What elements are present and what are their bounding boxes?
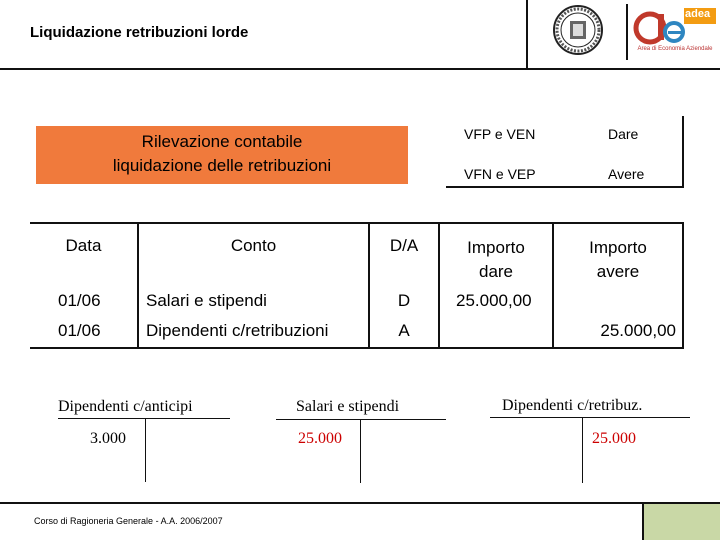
table-divider-5 — [682, 222, 684, 349]
header-importo-avere-1: Importo — [589, 238, 647, 257]
t-account-3-right-value: 25.000 — [592, 430, 636, 447]
orange-title-line-1: Rilevazione contabile — [141, 132, 303, 151]
header-importo-dare-1: Importo — [467, 238, 525, 257]
page-title: Liquidazione retribuzioni lorde — [30, 24, 249, 41]
row-1-data: 01/06 — [58, 291, 101, 310]
t-account-3-vline — [582, 417, 583, 483]
t-account-2-hline — [276, 419, 446, 420]
legend-right-2: Avere — [608, 166, 645, 182]
t-account-1-title: Dipendenti c/anticipi — [58, 398, 193, 415]
logo-text: adea — [685, 8, 711, 20]
legend-left-1: VFP e VEN — [464, 126, 536, 142]
t-account-3-hline — [490, 417, 690, 418]
footer-green-block — [644, 502, 720, 540]
table-top-rule — [30, 222, 684, 224]
orange-title-line-2: liquidazione delle retribuzioni — [112, 156, 332, 175]
row-2-data: 01/06 — [58, 321, 101, 340]
t-account-1-hline — [58, 418, 230, 419]
t-account-2-vline — [360, 419, 361, 483]
t-account-2-left-value: 25.000 — [298, 430, 342, 447]
row-1-da: D — [397, 291, 411, 310]
footer-text: Corso di Ragioneria Generale - A.A. 2006/2007 — [34, 516, 223, 526]
row-1-dare: 25.000,00 — [456, 291, 532, 310]
header-importo-dare — [440, 236, 552, 284]
university-seal-icon — [552, 4, 604, 56]
t-account-1-vline — [145, 418, 146, 482]
row-2-avere: 25.000,00 — [600, 321, 676, 340]
legend-right-1: Dare — [608, 126, 639, 142]
table-bottom-rule — [30, 347, 684, 349]
row-2-da: A — [398, 321, 410, 340]
row-2-conto: Dipendenti c/retribuzioni — [146, 321, 329, 340]
orange-title-text — [36, 130, 408, 178]
header-data: Data — [65, 236, 102, 255]
t-account-2-title: Salari e stipendi — [296, 398, 400, 415]
t-account-1-left-value: 3.000 — [90, 430, 126, 447]
logo-subtitle: Area di Economia Aziendale — [637, 46, 713, 52]
t-account-3-title: Dipendenti c/retribuz. — [502, 397, 643, 414]
header-importo-avere — [554, 236, 682, 284]
header-da: D/A — [389, 236, 419, 255]
header-importo-dare-2: dare — [478, 262, 514, 281]
header-importo-avere-2: avere — [596, 262, 640, 281]
header-conto: Conto — [230, 236, 277, 255]
legend-left-2: VFN e VEP — [464, 166, 536, 182]
row-1-conto: Salari e stipendi — [146, 291, 267, 310]
